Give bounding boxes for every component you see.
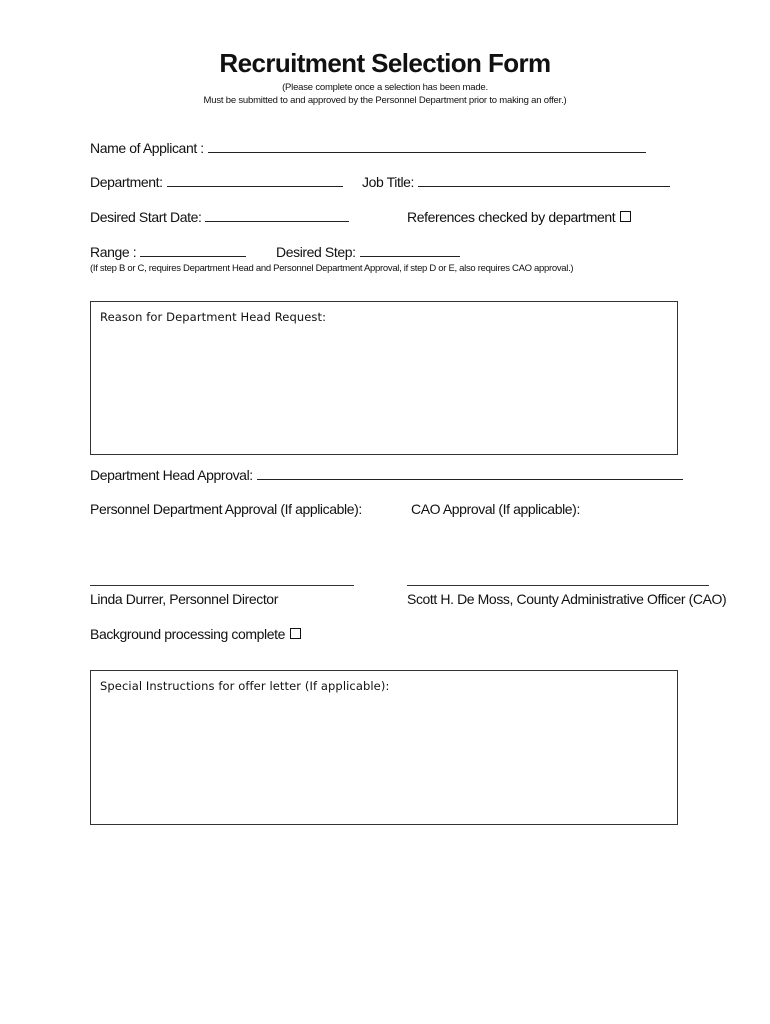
personnel-director-signature-line[interactable] (90, 585, 354, 586)
cao-approval-label: CAO Approval (If applicable): (411, 501, 580, 517)
special-instructions-box[interactable] (90, 670, 678, 825)
personnel-director-name: Linda Durrer, Personnel Director (90, 591, 278, 607)
form-subtitle-line-2: Must be submitted to and approved by the Personnel Department prior to making an offer.) (203, 95, 567, 106)
department-field[interactable] (167, 175, 343, 187)
desired-step-field[interactable] (360, 245, 460, 257)
desired-step-label: Desired Step: (276, 244, 356, 260)
range-label: Range : (90, 244, 137, 260)
job-title-field[interactable] (418, 175, 670, 187)
cao-signature-line[interactable] (407, 585, 709, 586)
special-instructions-label: Special Instructions for offer letter (If applicable): (100, 679, 390, 693)
name-of-applicant-row (90, 140, 646, 156)
name-of-applicant-label: Name of Applicant : (90, 140, 204, 156)
step-approval-note: (If step B or C, requires Department Head and Personnel Department Approval, if step D or E, also requires CAO approval.) (90, 263, 574, 274)
job-title-row (362, 174, 670, 190)
background-processing-label: Background processing complete (90, 626, 286, 642)
desired-start-date-field[interactable] (205, 210, 349, 222)
personnel-approval-label: Personnel Department Approval (If applicable): (90, 501, 362, 517)
department-head-approval-label: Department Head Approval: (90, 467, 253, 483)
desired-start-date-label: Desired Start Date: (90, 209, 202, 225)
background-processing-checkbox[interactable] (290, 628, 301, 639)
name-of-applicant-field[interactable] (208, 141, 646, 153)
form-subtitle-line-1: (Please complete once a selection has been made. (282, 82, 488, 93)
department-label: Department: (90, 174, 163, 190)
job-title-label: Job Title: (362, 174, 415, 190)
department-head-approval-row (90, 467, 683, 483)
department-row (90, 174, 343, 190)
references-checked-label: References checked by department (407, 209, 616, 225)
desired-start-date-row (90, 209, 349, 225)
desired-step-row (276, 244, 460, 260)
reason-for-request-box[interactable] (90, 301, 678, 455)
background-processing-row (90, 626, 301, 642)
references-checked-row (407, 209, 631, 225)
range-field[interactable] (140, 245, 246, 257)
cao-name: Scott H. De Moss, County Administrative Officer (CAO) (407, 591, 727, 607)
references-checked-checkbox[interactable] (620, 211, 631, 222)
range-row (90, 244, 246, 260)
form-title: Recruitment Selection Form (219, 48, 551, 78)
department-head-approval-field[interactable] (257, 468, 683, 480)
reason-for-request-label: Reason for Department Head Request: (100, 310, 327, 324)
